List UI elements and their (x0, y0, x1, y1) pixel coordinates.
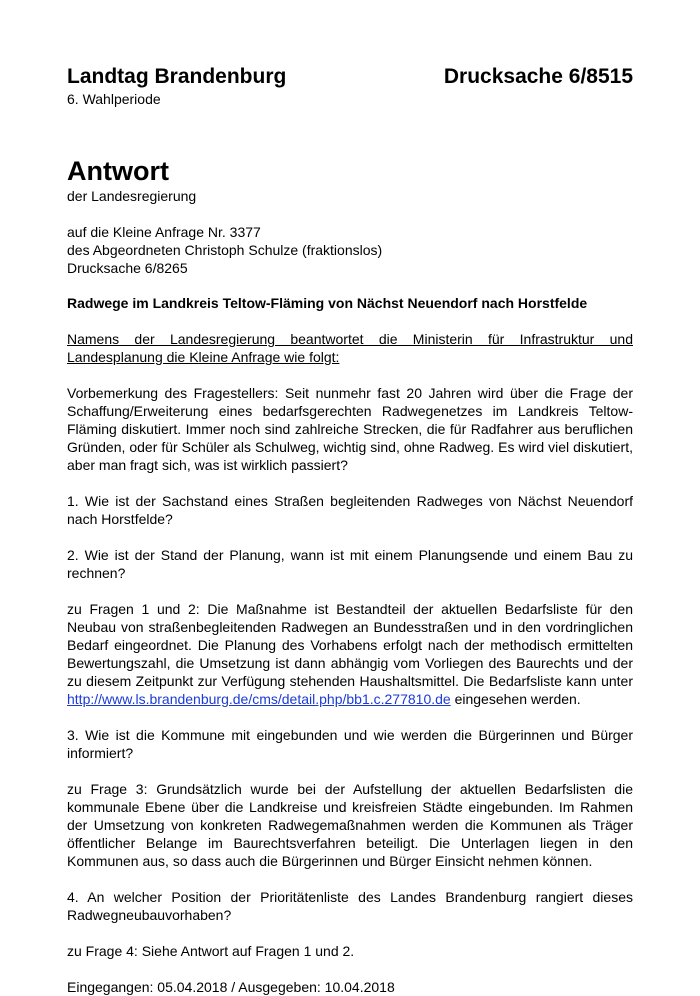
document-header (67, 64, 633, 90)
question-2: 2. Wie ist der Stand der Planung, wann ist mit einem Planungsende und einem Bau zu rechnen? (67, 547, 633, 581)
preliminary-remark: Vorbemerkung des Fragestellers: Seit nunmehr fast 20 Jahren wird über die Frage der Schaffung/Erweiterung eines bedarfsgerechten Radwegenetzes im Landkreis Teltow-Fläming diskutiert. Immer noch sind zahlreiche Strecken, die für Radfahrer aus beruflichen Gründen, oder für Schüler als Schulweg, wichtig sind, ohne Radweg. Es wird viel diskutiert, aber man fragt sich, was ist wirklich passiert? (67, 385, 633, 473)
document-page (67, 64, 633, 996)
question-3: 3. Wie ist die Kommune mit eingebunden und wie werden die Bürgerinnen und Bürger informiert? (67, 727, 633, 761)
intro-statement: Namens der Landesregierung beantwortet die Ministerin für Infrastruktur und Landesplanung die Kleine Anfrage wie folgt: (67, 331, 633, 365)
needs-list-link[interactable]: http://www.ls.brandenburg.de/cms/detail.php/bb1.c.277810.de (67, 691, 451, 707)
document-title: Antwort (67, 156, 169, 186)
parliament-name: Landtag Brandenburg (67, 65, 287, 88)
question-4: 4. An welcher Position der Prioritätenliste des Landes Brandenburg rangiert dieses Radwegneubauvorhaben? (67, 889, 633, 923)
request-line-3: Drucksache 6/8265 (67, 260, 188, 276)
request-reference (67, 223, 633, 277)
answer-4: zu Frage 4: Siehe Antwort auf Fragen 1 und 2. (67, 943, 355, 959)
answer-3: zu Frage 3: Grundsätzlich wurde bei der Aufstellung der aktuellen Bedarfslisten die kommunale Ebene über die Landkreise und kreisfreien Städte eingebunden. Im Rahmen der Umsetzung von konkreten Radwegemaßnahmen werden die Kommunen als Träger öffentlicher Belange im Baurechtsverfahren beteiligt. Die Unterlagen liegen in den Kommunen aus, so dass auch die Bürgerinnen und Bürger Einsicht nehmen können. (67, 781, 633, 869)
document-number: Drucksache 6/8515 (443, 65, 633, 88)
legislative-period: 6. Wahlperiode (67, 91, 161, 107)
answer-1-2-suffix: eingesehen werden. (450, 691, 581, 707)
request-line-2: des Abgeordneten Christoph Schulze (fraktionslos) (67, 242, 383, 258)
dates-footer: Eingegangen: 05.04.2018 / Ausgegeben: 10.04.2018 (67, 979, 395, 995)
answer-1-2 (67, 600, 633, 708)
answer-1-2-text: zu Fragen 1 und 2: Die Maßnahme ist Bestandteil der aktuellen Bedarfsliste für den Neubau von straßenbegleitenden Radwegen an Bundesstraßen und in den vordringlichen Bedarf eingeordnet. Die Planung des Vorhabens erfolgt nach der methodisch ermittelten Bewertungszahl, die Umsetzung ist dann abhängig vom Vorliegen des Baurechts und der zu diesem Zeitpunkt zur Verfügung stehenden Haushaltsmittel. Die Bedarfsliste kann unter (67, 601, 633, 689)
question-1: 1. Wie ist der Sachstand eines Straßen begleitenden Radweges von Nächst Neuendorf nach Horstfelde? (67, 493, 633, 527)
subject-heading: Radwege im Landkreis Teltow-Fläming von Nächst Neuendorf nach Horstfelde (67, 295, 588, 311)
request-line-1: auf die Kleine Anfrage Nr. 3377 (67, 224, 261, 240)
document-subtitle: der Landesregierung (67, 188, 197, 204)
